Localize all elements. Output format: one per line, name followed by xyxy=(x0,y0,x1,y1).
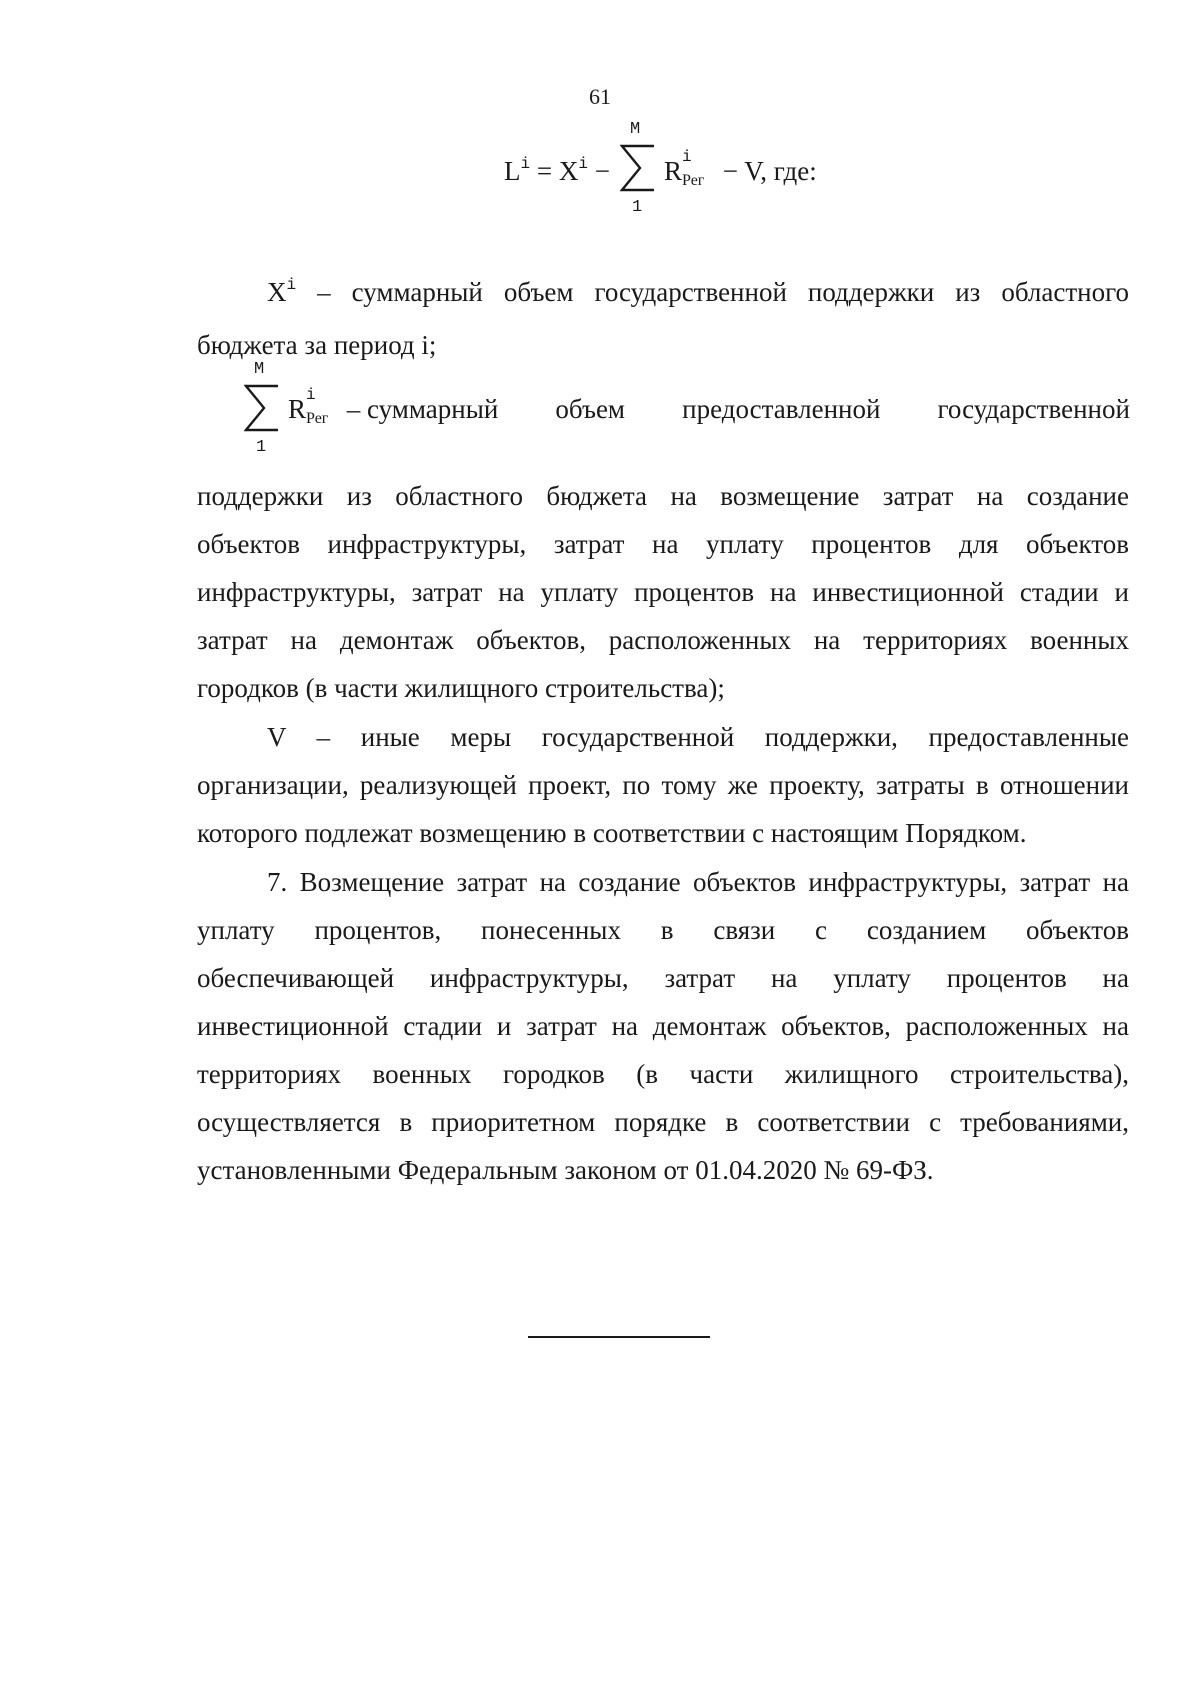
formula-rhs: R i Рег − V, где: xyxy=(664,148,817,189)
sum-upper-limit: M xyxy=(630,120,641,139)
summation-icon xyxy=(620,144,656,192)
text-line: уплату процентов, понесенных в связи с созданием объектов xyxy=(197,915,1129,945)
text-line: 7. Возмещение затрат на создание объектов инфраструктуры, затрат на xyxy=(267,867,1129,897)
text-line: объектов инфраструктуры, затрат на уплату процентов для объектов xyxy=(197,529,1129,559)
definition-sum-r-continuation xyxy=(197,472,1129,712)
summation-icon xyxy=(244,384,280,432)
word-obem: объем xyxy=(555,394,626,424)
text-line: инвестиционной стадии и затрат на демонтаж объектов, расположенных на xyxy=(197,1011,1129,1041)
definition-x-line1: $X^i$ – суммарный объем государственной поддержки из областного xyxy=(267,276,1129,307)
text-line: затрат на демонтаж объектов, расположенных на территориях военных xyxy=(197,625,1129,655)
formula-lhs: $L^i = X^i$ − xyxy=(504,155,610,186)
text-line: осуществляется в приоритетном порядке в соответствии с требованиями, xyxy=(197,1107,1129,1137)
def-sum-upper-limit: M xyxy=(254,360,265,379)
text-line: поддержки из областного бюджета на возмещение затрат на создание xyxy=(197,481,1129,511)
text-line: которого подлежат возмещению в соответствии с настоящим Порядком. xyxy=(197,818,1027,848)
text-line: обеспечивающей инфраструктуры, затрат на уплату процентов на xyxy=(197,963,1129,993)
text-line: городков (в части жилищного строительства); xyxy=(197,673,725,703)
definition-v xyxy=(197,713,1129,857)
def-sum-lower-limit: 1 xyxy=(256,438,267,457)
text-line: инфраструктуры, затрат на уплату процентов на инвестиционной стадии и xyxy=(197,577,1129,607)
end-of-document-rule xyxy=(528,1336,710,1338)
definition-x xyxy=(197,268,1129,369)
definition-x-line2: бюджета за период i; xyxy=(197,330,437,360)
text-line: V – иные меры государственной поддержки, предоставленные xyxy=(267,722,1129,752)
text-line: территориях военных городков (в части жилищного строительства), xyxy=(197,1059,1129,1089)
word-gosudarstvennoy: государственной xyxy=(937,394,1130,424)
word-predostavlennoy: предоставленной xyxy=(682,394,881,424)
text-line: установленными Федеральным законом от 01.04.2020 № 69-ФЗ. xyxy=(197,1155,934,1185)
text-line: организации, реализующей проект, по тому же проекту, затраты в отношении xyxy=(197,770,1129,800)
main-formula xyxy=(0,120,1200,230)
definition-sum-r xyxy=(240,360,1130,470)
definition-sum-r-line1 xyxy=(288,386,1130,427)
sum-lower-limit: 1 xyxy=(632,198,643,217)
page-number: 61 xyxy=(589,84,611,109)
r-term: R i Рег – суммарный xyxy=(288,386,499,427)
x-symbol: $X^i$ xyxy=(267,276,297,307)
clause-7 xyxy=(197,858,1129,1194)
